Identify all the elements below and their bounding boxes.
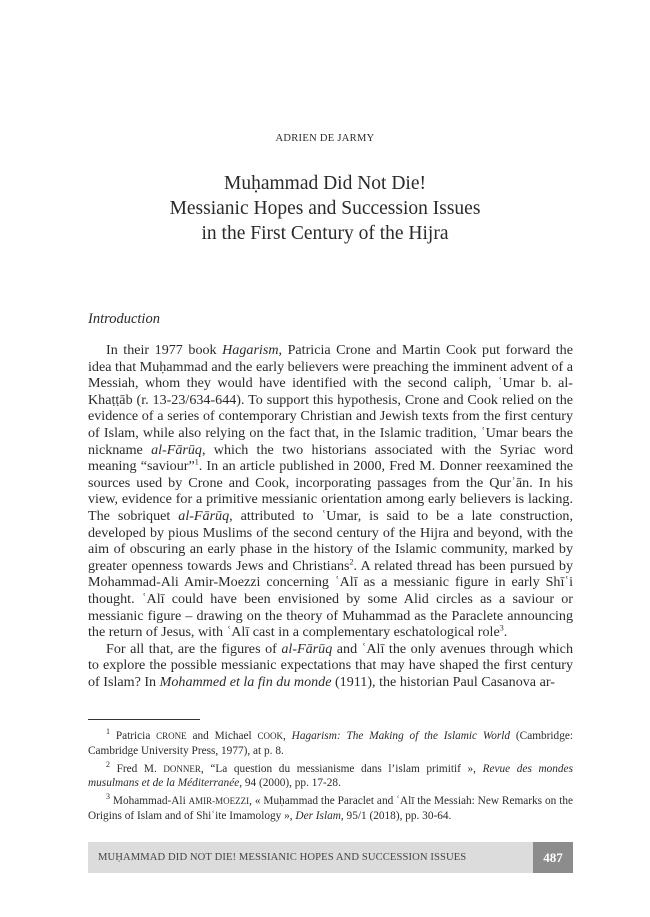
section-heading: Introduction <box>88 311 160 327</box>
author-name-last: JARMY <box>337 133 375 144</box>
paragraph-1 <box>88 342 573 641</box>
text-run: , Patricia Crone and Martin Cook put forward the idea that Muḥammad and the early believers were preaching the imminent advent of a Messiah, whom they would have identified with the second caliph, ʿUmar b. al-Khaṭṭāb (r. 13-23/634-644). To support this hypothesis, Crone and Cook relied on the evidence of a series of contemporary Christian and Jewish texts from the first century of Islam, while also relying on the fact that, in the Islamic tradition, ʿUmar bears the nickname <box>88 342 573 458</box>
author-surname: CRONE <box>156 731 187 741</box>
footnote-ref-3[interactable]: 3 <box>499 623 504 633</box>
title-line-3: in the First Century of the Hijra <box>201 223 449 244</box>
author-surname: AMIR-MOEZZI <box>188 796 250 807</box>
title-line-2: Messianic Hopes and Succession Issues <box>169 198 481 219</box>
author-surname: COOK <box>257 731 283 741</box>
page-number: 487 <box>533 842 573 873</box>
author-name <box>0 129 650 145</box>
title-line-1: Muḥammad Did Not Die! <box>223 173 426 194</box>
footnotes <box>88 729 573 827</box>
author-surname: DONNER <box>163 763 201 774</box>
text-run: , “La question du messianisme dans l’islam primitif », <box>200 762 483 775</box>
footnote-3 <box>88 794 573 823</box>
text-run: Mohammad-Ali <box>110 795 189 808</box>
text-run: (Cambridge: Cambridge University Press, 1977), at p. 8. <box>88 730 574 757</box>
text-run: , 95/1 (2018), pp. 30-64. <box>340 809 452 822</box>
footnote-2 <box>88 759 573 791</box>
text-run: Fred M. <box>110 762 164 775</box>
article-title <box>0 171 650 246</box>
text-run: , 94 (2000), pp. 17-28. <box>239 777 341 790</box>
running-footer <box>88 842 573 873</box>
text-run: . <box>503 624 508 641</box>
text-run: In their 1977 book <box>106 342 223 358</box>
term-al-faruq: al-Fārūq <box>178 507 230 524</box>
text-run: and ʿAlī the only avenues through which to explore the possible messianic expectations that may have shaped the first century of Islam? In <box>88 640 573 690</box>
text-run: . In an article published in 2000, Fred M. Donner reexamined the sources used by Crone and Cook, incorporating passages from the Qurʾān. In his view, evidence for a primitive messianic orientation among early believers is lacking. The sobriquet <box>88 458 573 524</box>
footnote-divider <box>88 719 200 720</box>
term-al-faruq: al-Fārūq <box>151 441 202 458</box>
term-al-faruq: al-Fārūq <box>281 640 333 657</box>
footnote-number: 2 <box>106 759 110 769</box>
book-title-mohammed: Mohammed et la fin du monde <box>159 673 332 690</box>
cited-journal: Revue des mondes musulmans et de la Méditerranée <box>88 762 573 790</box>
text-run: , <box>283 730 292 742</box>
author-name-first: ADRIEN DE <box>275 133 338 144</box>
text-run: For all that, are the figures of <box>106 640 282 657</box>
footnote-ref-2[interactable]: 2 <box>349 557 354 567</box>
text-run: (1911), the historian Paul Casanova ar- <box>331 673 555 690</box>
book-title-hagarism: Hagarism <box>222 342 279 358</box>
running-title: MUḤAMMAD DID NOT DIE! MESSIANIC HOPES AND SUCCESSION ISSUES <box>98 852 467 863</box>
text-run: . A related thread has been pursued by Mohammad-Ali Amir-Moezzi concerning ʿAlī as a messianic figure in early Shīʿi thought. ʿAlī could have been envisioned by some Alid circles as a saviour or messianic figure – drawing on the theory of Muhammad as the Paraclete announcing the return of Jesus, with ʿAlī cast in a complementary eschatological role <box>88 557 573 641</box>
paragraph-2 <box>88 641 573 691</box>
text-run: , attributed to ʿUmar, is said to be a late construction, developed by pious Muslims of the second century of the Hijra and beyond, with the aim of obscuring an early phase in the history of the Islamic community, marked by greater openness towards Jews and Christians <box>88 507 573 574</box>
footnote-1 <box>88 729 573 758</box>
footnote-number: 3 <box>106 792 110 802</box>
text-run: , which the two historians associated with the Syriac word meaning “saviour” <box>88 441 573 475</box>
body-text <box>88 342 573 690</box>
footnote-ref-1[interactable]: 1 <box>194 457 199 467</box>
text-run: Patricia <box>110 730 157 742</box>
cited-title: Hagarism: The Making of the Islamic World <box>291 730 511 742</box>
text-run: and Michael <box>186 730 258 742</box>
footnote-number: 1 <box>106 727 110 737</box>
cited-journal: Der Islam <box>295 809 341 822</box>
text-run: , « Muḥammad the Paraclet and ʿAlī the Messiah: New Remarks on the Origins of Islam and of Shiʿite Imamology », <box>88 795 573 822</box>
